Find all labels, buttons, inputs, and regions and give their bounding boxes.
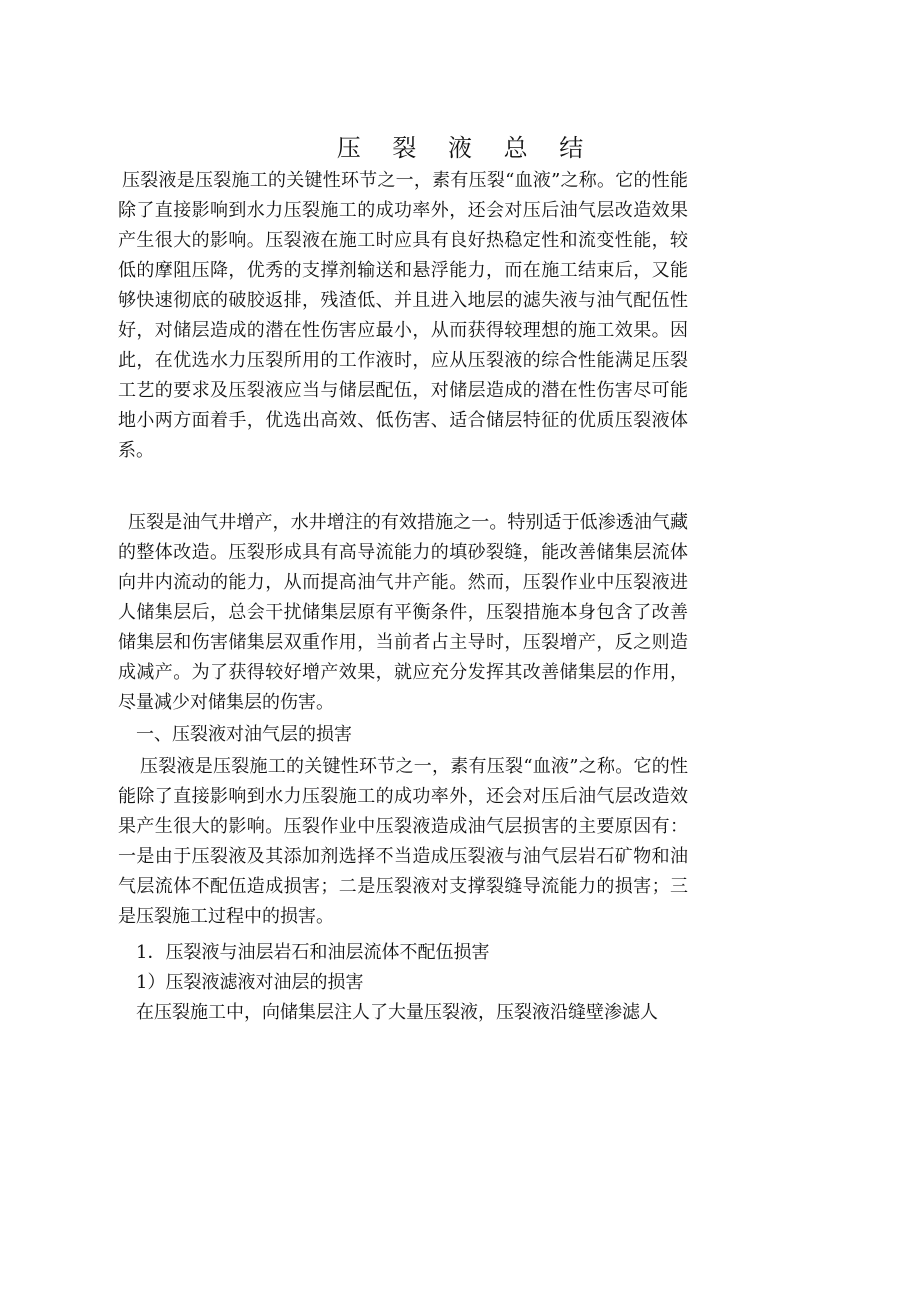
document-title: 压 裂 液 总 结 bbox=[336, 134, 596, 162]
subsection-heading-incompatibility: 1．压裂液与油层岩石和油层流体不配伍损害 bbox=[136, 942, 490, 963]
paragraph-filtrate-start: 在压裂施工中，向储集层注人了大量压裂液，压裂液沿缝壁渗滤人 bbox=[136, 1002, 658, 1023]
paragraph-intro: 压裂液是压裂施工的关键性环节之一，素有压裂“血液”之称。它的性能除了直接影响到水力压裂施工的成功率外，还会对压后油气层改造效果产生很大的影响。压裂液在施工时应具有良好热稳定性和流变性能，较低的摩阻压降，优秀的支撑剂输送和悬浮能力，而在施工结束后，又能够快速彻底的破胶返排，残渣低、并且进入地层的滤失液与油气配伍性好，对储层造成的潜在性伤害应最小，从而获得较理想的施工效果。因此，在优选水力压裂所用的工作液时，应从压裂液的综合性能满足压裂工艺的要求及压裂液应当与储层配伍，对储层造成的潜在性伤害尽可能地小两方面着手，优选出高效、低伤害、适合储层特征的优质压裂液体系。 bbox=[118, 170, 688, 461]
paragraph-damage-causes: 压裂液是压裂施工的关键性环节之一，素有压裂“血液”之称。它的性能除了直接影响到水力压裂施工的成功率外，还会对压后油气层改造效果产生很大的影响。压裂作业中压裂液造成油气层损害的主要原因有：一是由于压裂液及其添加剂选择不当造成压裂液与油气层岩石矿物和油气层流体不配伍造成损害；二是压裂液对支撑裂缝导流能力的损害；三是压裂施工过程中的损害。 bbox=[118, 756, 688, 927]
section-heading-damage: 一、压裂液对油气层的损害 bbox=[136, 724, 352, 745]
subsection-heading-filtrate: 1）压裂液滤液对油层的损害 bbox=[136, 972, 364, 993]
paragraph-fracturing-overview: 压裂是油气井增产，水井增注的有效措施之一。特别适于低渗透油气藏的整体改造。压裂形成具有高导流能力的填砂裂缝，能改善储集层流体向井内流动的能力，从而提高油气井产能。然而，压裂作业中压裂液进人储集层后，总会干扰储集层原有平衡条件，压裂措施本身包含了改善储集层和伤害储集层双重作用，当前者占主导时，压裂增产，反之则造成减产。为了获得较好增产效果，就应充分发挥其改善储集层的作用，尽量减少对储集层的伤害。 bbox=[118, 512, 688, 713]
